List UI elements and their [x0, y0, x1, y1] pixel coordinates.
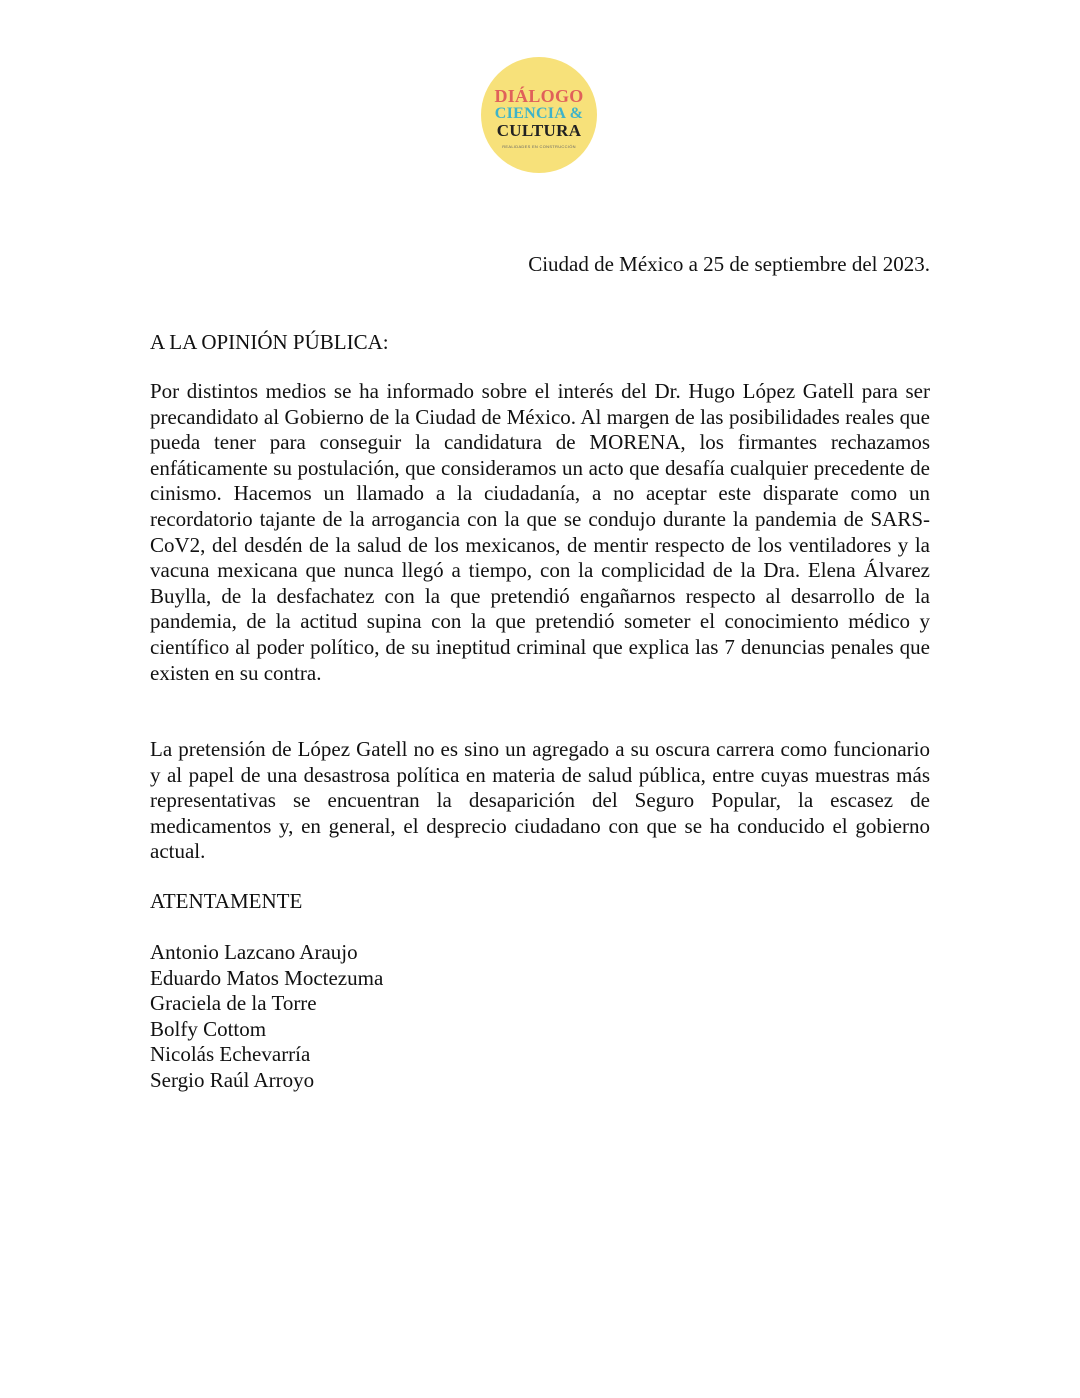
signatory: Antonio Lazcano Araujo	[150, 940, 358, 964]
signatory: Nicolás Echevarría	[150, 1042, 311, 1067]
signatory: Bolfy Cottom	[150, 1016, 267, 1041]
letter-paragraph-2: La pretensión de López Gatell no es sino un agregado a su oscura carrera como funcionario y al papel de una desastrosa política en materia de salud pública, entre cuyas muestras más representativas se encuentran la desaparición del Seguro Popular, la escasez de medicamentos y, en general, el desprecio ciudadano con que se ha conducido el gobierno actual.	[150, 737, 930, 864]
letter-paragraph-1: Por distintos medios se ha informado sobre el interés del Dr. Hugo López Gatell para ser precandidato al Gobierno de la Ciudad de México. Al margen de las posibilidades reales que pueda tener para conseguir la candidatura de MORENA, los firmantes rechazamos enfáticamente su postulación, que consideramos un acto que desafía cualquier precedente de cinismo. Hacemos un llamado a la ciudadanía, a no aceptar este disparate como un recordatorio tajante de la arrogancia con la que se condujo durante la pandemia de SARS-CoV2, del desdén de la salud de los mexicanos, de mentir respecto de los ventiladores y la vacuna mexicana que nunca llegó a tiempo, con la complicidad de la Dra. Elena Álvarez Buylla, de la desfachatez con la que pretendió engañarnos respecto al desarrollo de la pandemia, de la actitud supina con la que pretendió someter el conocimiento médico y científico al poder político, de su ineptitud criminal que explica las 7 denuncias penales que existen en su contra.	[150, 379, 930, 685]
signatories-list	[150, 940, 383, 1094]
logo-line-ciencia: CIENCIA &	[494, 104, 584, 122]
logo-tagline: REALIDADES EN CONSTRUCCIÓN	[502, 143, 576, 149]
logo-line-cultura: CULTURA	[496, 120, 582, 140]
letter-date: Ciudad de México a 25 de septiembre del 2023.	[528, 252, 930, 276]
signatory: Sergio Raúl Arroyo	[150, 1067, 315, 1092]
letter-salutation: A LA OPINIÓN PÚBLICA:	[150, 330, 389, 354]
logo-line-dialogo: DIÁLOGO	[494, 85, 584, 106]
dialogo-ciencia-cultura-logo	[481, 57, 597, 173]
letter-closing: ATENTAMENTE	[150, 889, 303, 913]
signatory: Graciela de la Torre	[150, 991, 317, 1016]
signatory: Eduardo Matos Moctezuma	[150, 965, 384, 990]
